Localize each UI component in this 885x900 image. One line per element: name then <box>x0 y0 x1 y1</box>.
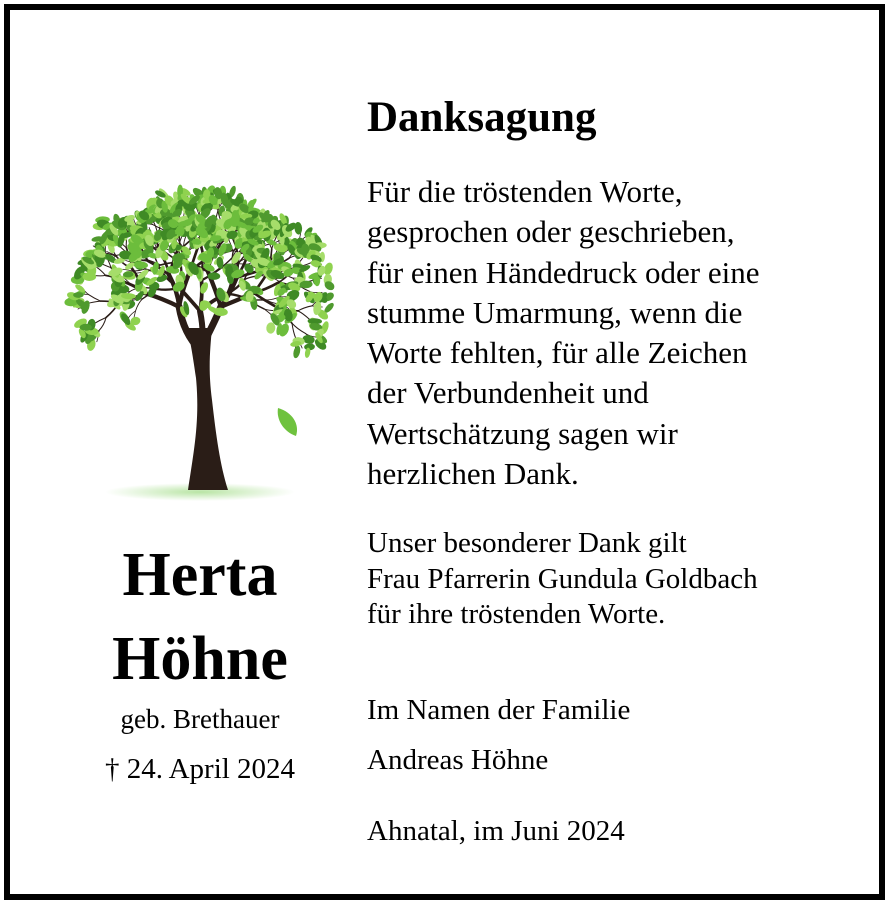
family-line: Im Namen der Familie <box>367 694 631 726</box>
tree-icon <box>40 150 360 510</box>
special-thanks-line: für ihre tröstenden Worte. <box>367 598 666 630</box>
message-line: der Verbundenheit und <box>367 375 649 411</box>
message-line: Für die tröstenden Worte, <box>367 174 683 209</box>
message-line: Wertschätzung sagen wir <box>367 415 678 451</box>
special-thanks-line: Frau Pfarrerin Gundula Goldbach <box>367 562 758 595</box>
special-thanks-line: Unser besonderer Dank gilt <box>367 527 687 559</box>
maiden-name: geb. Brethauer <box>120 704 280 734</box>
message-line: gesprochen oder geschrieben, <box>367 214 735 250</box>
message-line: Worte fehlten, für alle Zeichen <box>367 335 748 371</box>
signature: Andreas Höhne <box>367 744 549 776</box>
notice-heading: Danksagung <box>367 94 597 141</box>
death-date: † 24. April 2024 <box>104 753 296 785</box>
place-date: Ahnatal, im Juni 2024 <box>367 815 625 847</box>
first-name: Herta <box>122 541 278 609</box>
last-name: Höhne <box>112 625 288 693</box>
message-line: für einen Händedruck oder eine <box>367 254 760 290</box>
message-line: herzlichen Dank. <box>367 456 579 492</box>
thanks-message <box>367 172 857 494</box>
message-line: stumme Umarmung, wenn die <box>367 294 743 330</box>
special-thanks <box>367 526 857 633</box>
